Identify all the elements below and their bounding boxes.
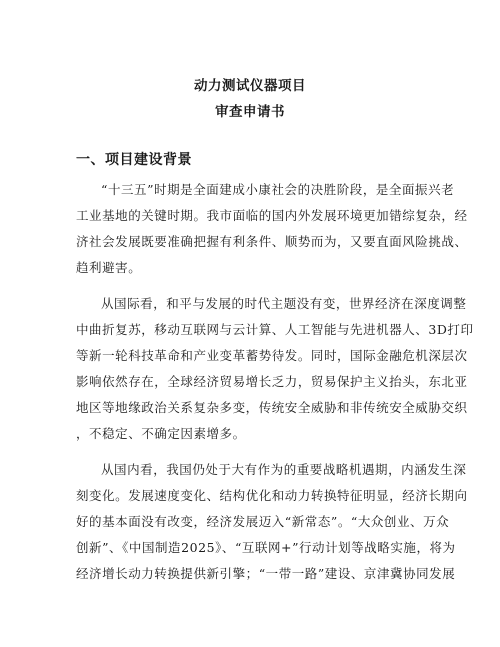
paragraph-line: 刻变化。发展速度变化、结构优化和动力转换特征明显，经济长期向 [76,488,468,503]
paragraph-line: ，不稳定、不确定因素增多。 [76,426,246,441]
document-title: 动力测试仪器项目 [194,78,306,94]
paragraph-line: 好的基本面没有改变，经济发展迈入“新常态”。“大众创业、万众 [76,514,450,529]
paragraph-line: 从国际看，和平与发展的时代主题没有变，世界经济在深度调整 [101,296,467,311]
paragraph-line: 济社会发展既要准确把握有利条件、顺势而为，又要直面风险挑战、 [76,234,468,249]
paragraph-line: 趋利避害。 [76,260,142,275]
paragraph-line: “十三五”时期是全面建成小康社会的决胜阶段，是全面振兴老 [101,182,455,197]
section-heading: 一、项目建设背景 [76,152,192,168]
paragraph-line: 中曲折复苏，移动互联网与云计算、人工智能与先进机器人、3D打印 [76,322,474,337]
paragraph-line: 从国内看，我国仍处于大有作为的重要战略机遇期，内涵发生深 [101,462,467,477]
paragraph-line: 影响依然存在，全球经济贸易增长乏力，贸易保护主义抬头，东北亚 [76,374,468,389]
paragraph-line: 等新一轮科技革命和产业变革蓄势待发。同时，国际金融危机深层次 [76,348,468,363]
document-subtitle: 审查申请书 [215,104,285,120]
paragraph-line: 经济增长动力转换提供新引擎；“一带一路”建设、京津冀协同发展 [76,566,456,581]
paragraph-line: 工业基地的关键时期。我市面临的国内外发展环境更加错综复杂，经 [76,208,468,223]
paragraph-line: 地区等地缘政治关系复杂多变，传统安全威胁和非传统安全威胁交织 [76,400,468,415]
paragraph-line: 创新”、《中国制造2025》、“互联网+”行动计划等战略实施，将为 [76,540,456,555]
